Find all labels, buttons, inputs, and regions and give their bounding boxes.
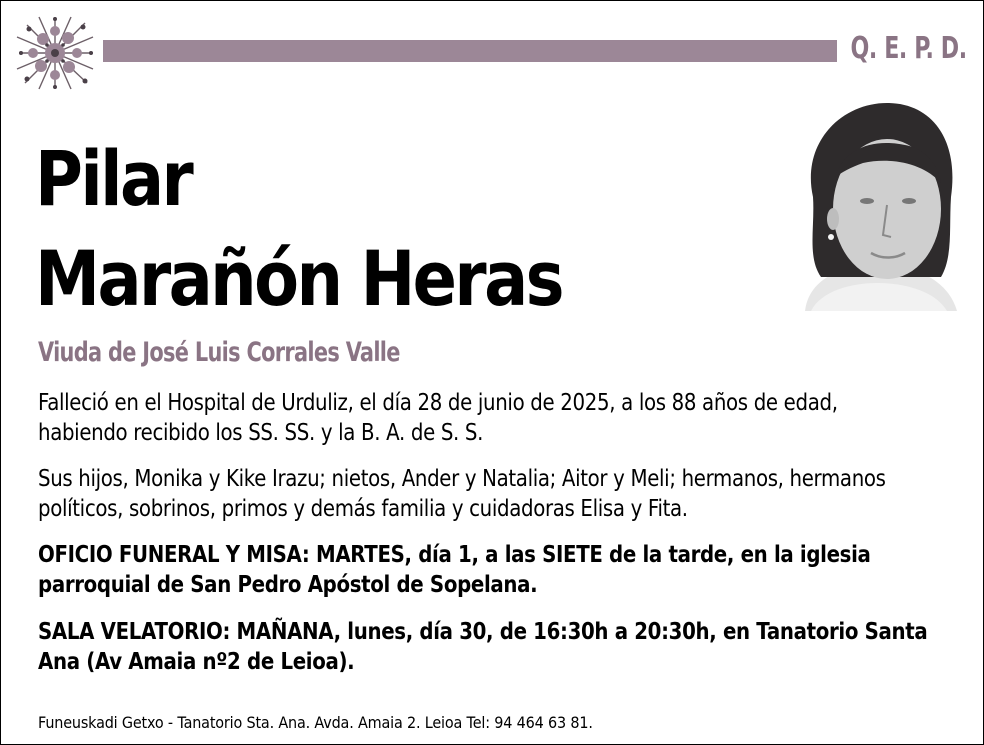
- funeral-home-footer: Funeuskadi Getxo - Tanatorio Sta. Ana. Avda. Amaia 2. Leioa Tel: 94 464 63 81.: [38, 713, 593, 732]
- flower-decoration-icon: [13, 13, 97, 93]
- qepd-label: Q. E. P. D.: [850, 31, 967, 66]
- widow-of-line: Viuda de José Luis Corrales Valle: [38, 337, 400, 368]
- portrait-photo: [791, 97, 963, 311]
- deceased-name: [35, 129, 562, 329]
- death-announcement: Falleció en el Hospital de Urduliz, el día 28 de junio de 2025, a los 88 años de edad, habiendo recibido los SS. SS. y la B. A. de S. S.: [38, 390, 838, 446]
- funeral-mass-info: OFICIO FUNERAL Y MISA: MARTES, día 1, a las SIETE de la tarde, en la iglesia parroquial de San Pedro Apóstol de Sopelana.: [38, 542, 871, 598]
- header-bar: [103, 40, 837, 62]
- surnames: Marañón Heras: [35, 234, 562, 323]
- first-name: Pilar: [35, 134, 192, 223]
- family-list: Sus hijos, Monika y Kike Irazu; nietos, Ander y Natalia; Aitor y Meli; hermanos, hermanos políticos, sobrinos, primos y demás familia y cuidadoras Elisa y Fita.: [38, 466, 886, 522]
- wake-room-info: SALA VELATORIO: MAÑANA, lunes, día 30, de 16:30h a 20:30h, en Tanatorio Santa Ana (Av Amaia nº2 de Leioa).: [38, 619, 928, 675]
